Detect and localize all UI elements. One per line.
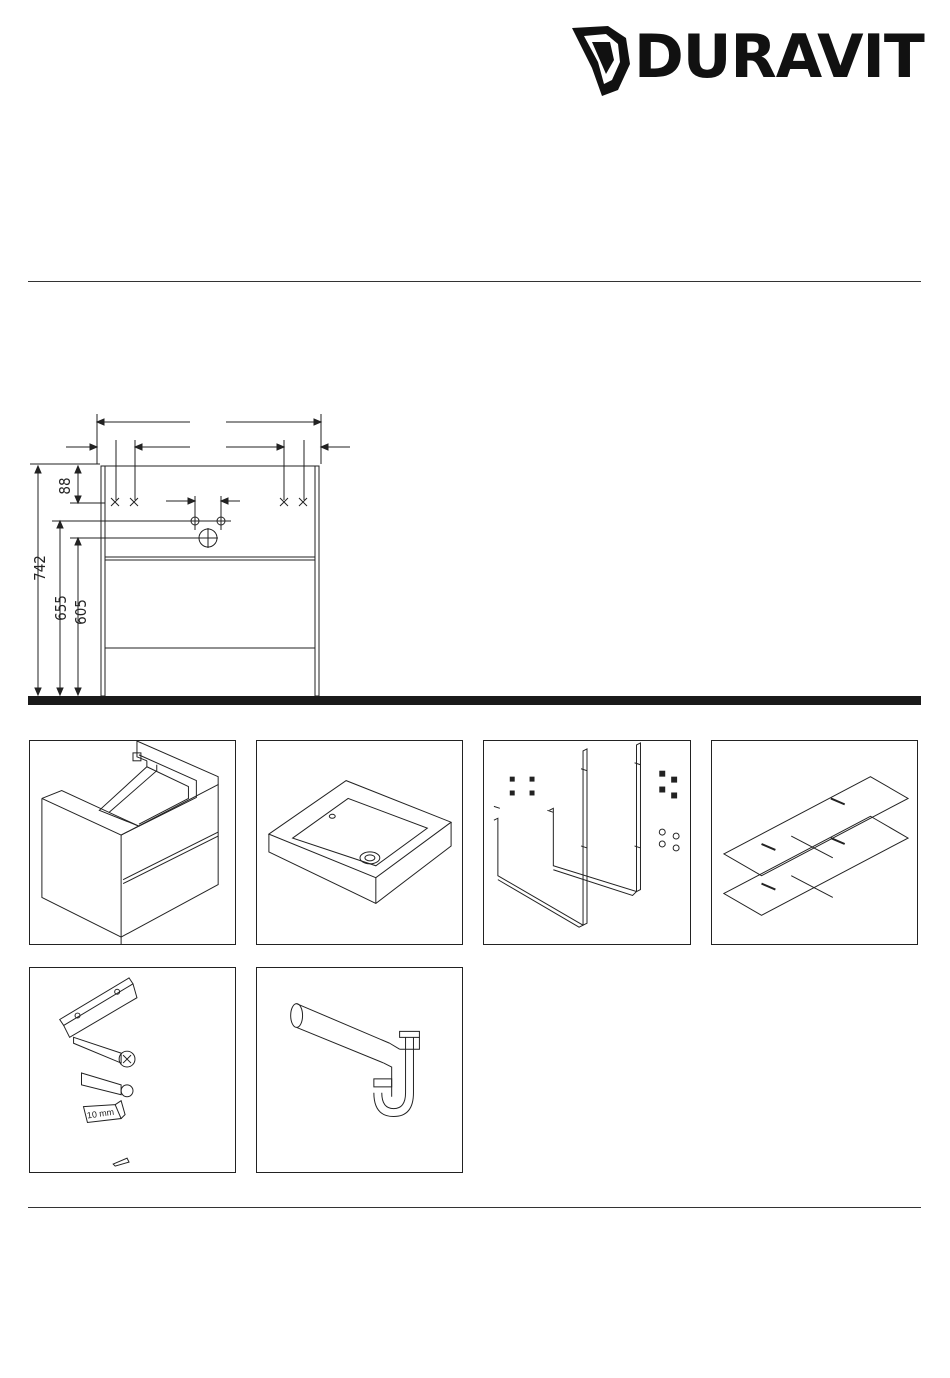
- part-vanity-unit: [29, 740, 236, 945]
- dimension-605: 605: [72, 599, 90, 625]
- part-washbasin: [256, 740, 463, 945]
- brand-wordmark: DURAVIT: [634, 22, 924, 92]
- vanity-unit-illustration: [30, 741, 235, 944]
- part-frame-legs: [483, 740, 691, 945]
- frame-legs-illustration: [484, 741, 690, 944]
- shelf-panels-illustration: [712, 741, 917, 944]
- fixing-set-illustration: [30, 968, 235, 1172]
- top-divider: [28, 281, 921, 282]
- washbasin-illustration: [257, 741, 462, 944]
- duravit-logo: [568, 16, 924, 98]
- part-siphon: [256, 967, 463, 1173]
- technical-dimension-drawing: [0, 400, 950, 720]
- dimension-655: 655: [52, 595, 70, 621]
- part-fixing-set: [29, 967, 236, 1173]
- gauge-label: 10 mm: [86, 1106, 115, 1121]
- part-shelf-panels: [711, 740, 918, 945]
- dimension-88: 88: [56, 477, 74, 495]
- caps: [659, 829, 679, 851]
- bottom-divider: [28, 1207, 921, 1208]
- siphon-illustration: [257, 968, 462, 1172]
- dimension-742: 742: [31, 555, 49, 581]
- grub-screws: [510, 771, 677, 799]
